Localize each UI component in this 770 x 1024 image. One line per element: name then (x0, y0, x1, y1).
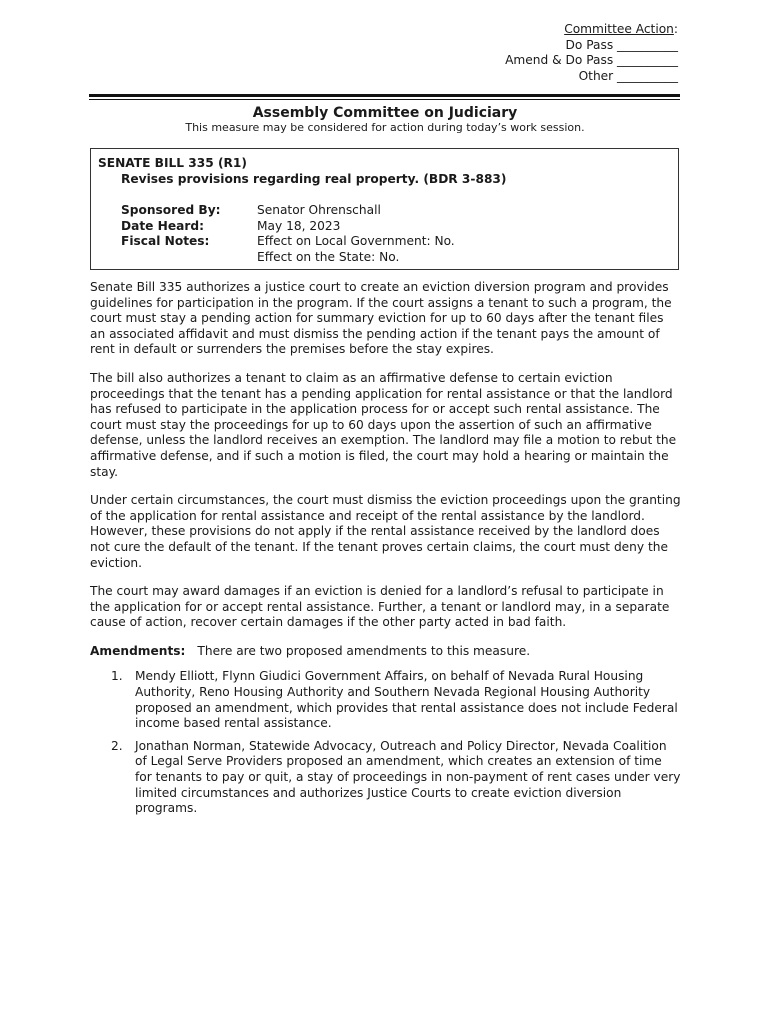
do-pass-line: Do Pass __________ (565, 37, 678, 52)
paragraph: Under certain circumstances, the court must dismiss the eviction proceedings upon the granting of the application for rental assistance and receipt of the rental assistance by the landlord. However, these provisions do not apply if the rental assistance received by the landlord does not cure the default of the tenant. If the tenant proves certain claims, the court must deny the eviction. (90, 493, 681, 570)
fiscal-spacer (121, 250, 257, 266)
date-heard-label: Date Heard: (121, 218, 204, 233)
page-title: Assembly Committee on Judiciary (252, 105, 518, 121)
list-item (90, 669, 682, 731)
paragraph: The court may award damages if an eviction is denied for a landlord’s refusal to participate in the application for or accept rental assistance. Further, a tenant or landlord may, in a separate cause of action, recover certain damages if the other party acted in bad faith. (90, 584, 670, 630)
date-heard-value: May 18, 2023 (257, 218, 341, 233)
amend-do-pass-line: Amend & Do Pass __________ (505, 53, 678, 68)
amendments-label: Amendments: (90, 643, 186, 658)
bill-description: Revises provisions regarding real property. (BDR 3-883) (121, 171, 507, 186)
list-item (90, 739, 682, 817)
list-item-number: 2. (111, 738, 123, 753)
paragraph: The bill also authorizes a tenant to claim as an affirmative defense to certain eviction proceedings that the tenant has a pending application for rental assistance or that the landlord has refused to participate in the application process for or accept such rental assistance. The court must stay the proceedings for up to 60 days upon the assertion of such an affirmative defense, unless the landlord receives an exemption. The landlord may file a motion to rebut the affirmative defense, and if such a motion is filed, the court may hold a hearing or maintain the stay. (90, 370, 677, 479)
sponsored-by-value: Senator Ohrenschall (257, 203, 381, 218)
bill-metadata (98, 203, 671, 265)
header-rule-thick (89, 94, 680, 97)
other-line: Other __________ (578, 68, 678, 83)
committee-action-heading: Committee Action: (564, 22, 678, 36)
fiscal-local-value: Effect on Local Government: No. (257, 234, 455, 249)
list-item-number: 1. (111, 669, 123, 684)
sponsored-by-label: Sponsored By: (121, 203, 221, 218)
amendments-list (90, 669, 682, 816)
page-subtitle: This measure may be considered for action during today’s work session. (185, 121, 585, 134)
bill-number: SENATE BILL 335 (R1) (98, 156, 247, 170)
amendments-intro (90, 644, 682, 660)
bill-summary-box (90, 148, 679, 270)
amendments-intro-text: There are two proposed amendments to this measure. (197, 643, 531, 658)
committee-action-block (505, 22, 678, 84)
fiscal-notes-label: Fiscal Notes: (121, 234, 210, 249)
fiscal-state-value: Effect on the State: No. (257, 249, 400, 264)
list-item-text: Jonathan Norman, Statewide Advocacy, Outreach and Policy Director, Nevada Coalition of Legal Serve Providers proposed an amendment, which creates an extension of time for tenants to pay or quit, a stay of proceedings in non-payment of rent cases under very limited circumstances and authorizes Justice Courts to create eviction diversion programs. (135, 738, 681, 816)
list-item-text: Mendy Elliott, Flynn Giudici Government Affairs, on behalf of Nevada Rural Housing Authority, Reno Housing Authority and Southern Nevada Regional Housing Authority proposed an amendment, which provides that rental assistance does not include Federal income based rental assistance. (135, 669, 678, 731)
header-rule-thin (89, 99, 680, 100)
bill-body (90, 280, 682, 824)
paragraph: Senate Bill 335 authorizes a justice court to create an eviction diversion program and provides guidelines for participation in the program. If the court assigns a tenant to such a program, the court must stay a pending action for summary eviction for up to 60 days after the tenant files an associated affidavit and must dismiss the pending action if the tenant pays the amount of rent in default or surrenders the premises before the stay expires. (90, 280, 672, 357)
